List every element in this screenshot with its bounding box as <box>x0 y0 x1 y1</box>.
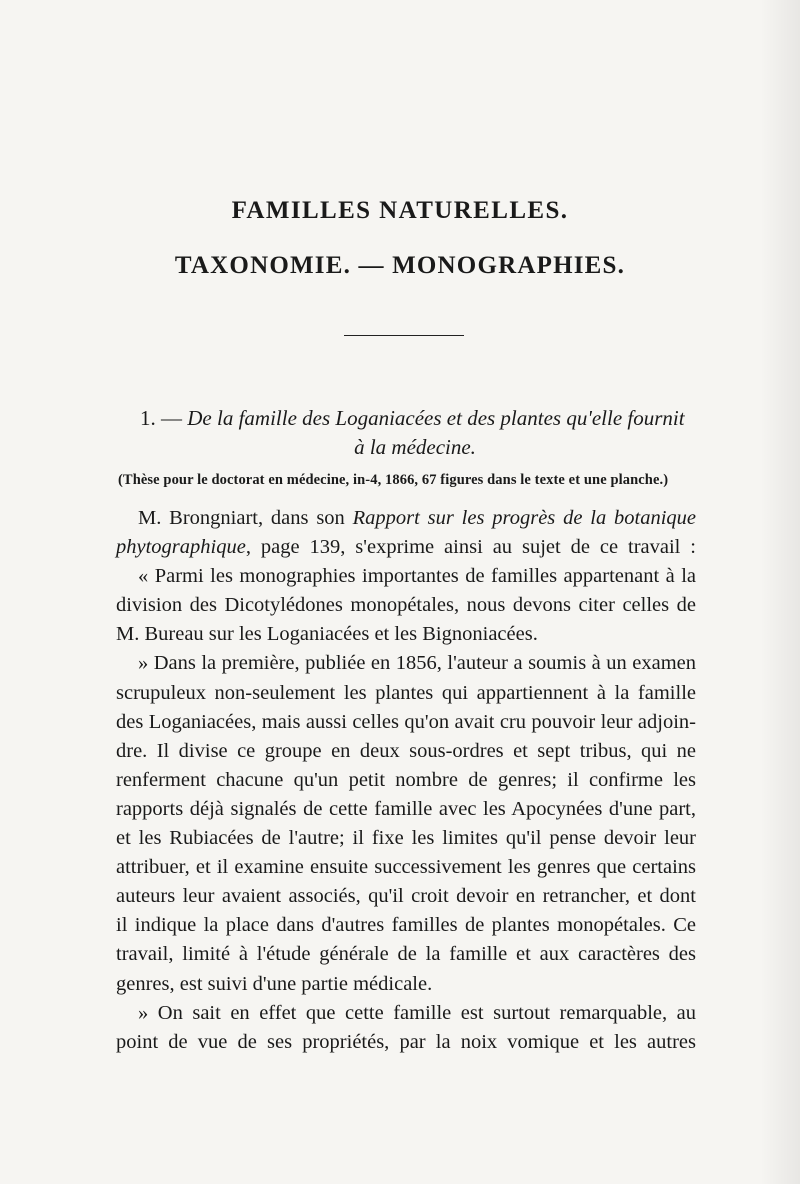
entry-title-line1 <box>140 406 685 431</box>
body-line: il indique la place dans d'autres familles de plantes monopétales. Ce <box>116 914 696 937</box>
body-line: dre. Il divise ce groupe en deux sous-ordres et sept tribus, qui ne <box>116 739 696 762</box>
page-edge-shadow <box>760 0 800 1184</box>
body-line: et les Rubiacées de l'autre; il fixe les limites qu'il pense devoir leur <box>116 827 696 850</box>
entry-title-line2: à la médecine. <box>354 435 476 459</box>
entry-number: 1. — <box>140 406 182 430</box>
body-line <box>116 504 696 533</box>
body-line: travail, limité à l'étude générale de la famille et aux caractères des <box>116 943 696 966</box>
body-text-span: , page 139, s'exprime ainsi au sujet de ce travail : <box>245 536 696 559</box>
body-line: genres, est suivi d'une partie médicale. <box>116 972 433 995</box>
body-line: division des Dicotylédones monopétales, nous devons citer celles de <box>116 594 696 617</box>
body-line: renferment chacune qu'un petit nombre de genres; il confirme les <box>116 768 696 791</box>
body-line: attribuer, et il examine ensuite successivement les genres que certains <box>116 856 696 879</box>
body-line: » On sait en effet que cette famille est surtout remarquable, au <box>138 1001 696 1024</box>
subsection-heading: TAXONOMIE. — MONOGRAPHIES. <box>174 252 626 279</box>
body-line: point de vue de ses propriétés, par la noix vomique et les autres <box>116 1030 696 1053</box>
body-line <box>116 533 696 562</box>
body-line: auteurs leur avaient associés, qu'il croit devoir en retrancher, et dont <box>116 885 696 908</box>
entry-title-text: De la famille des Loganiacées et des plantes qu'elle fournit <box>187 406 685 430</box>
body-text <box>116 504 696 1057</box>
heading-rule <box>344 335 464 336</box>
body-text-span: M. Brongniart, dans son <box>138 507 353 529</box>
body-line: « Parmi les monographies importantes de familles appartenant à la <box>138 565 696 588</box>
entry-note: (Thèse pour le doctorat en médecine, in-4, 1866, 67 figures dans le texte et une planche.) <box>118 472 669 488</box>
body-line: des Loganiacées, mais aussi celles qu'on avait cru pouvoir leur adjoin- <box>116 710 696 733</box>
body-line: scrupuleux non-seulement les plantes qui appartiennent à la famille <box>116 681 696 704</box>
body-line: rapports déjà signalés de cette famille avec les Apocynées d'une part, <box>116 797 696 820</box>
section-heading: FAMILLES NATURELLES. <box>231 197 569 224</box>
body-line: M. Bureau sur les Loganiacées et les Bignoniacées. <box>116 623 538 646</box>
italic-title: Rapport sur les progrès de la botanique <box>352 507 696 529</box>
body-line: » Dans la première, publiée en 1856, l'auteur a soumis à un examen <box>138 652 696 675</box>
italic-title: phytographique <box>116 536 246 559</box>
